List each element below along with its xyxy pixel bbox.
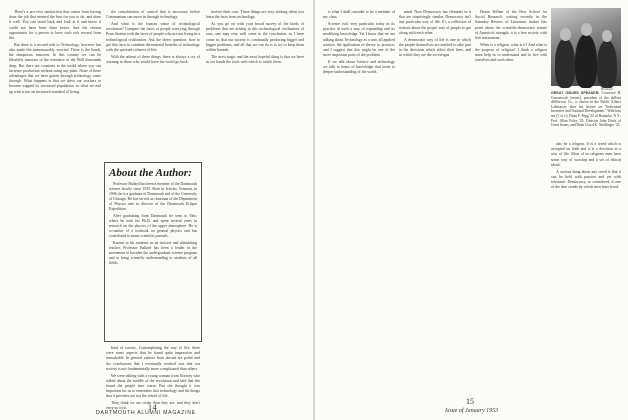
paragraph: But there is a second side to Technology, however has also made life immeasurably worried. There is the bomb, the ubiquitous innocent. In this country we can be blissfully unaware of the existence of the Wall thousands deep. But there are countries in the world where you can increase production without using any plant. None of these advantages that we have gotten through technology come through. What happens is that we drive our workers to become trapped by increased population, so what we end up with is not an increased standard of living. — [9, 42, 101, 94]
caption-lead: GREAT ISSUES SPEAKER: — [551, 91, 600, 95]
paragraph: We were talking with a young woman from Norway who talked about the middle of the revolution and said that she found the people here warm. But she thought it was important for us to remember that technology and the things that it provides are not the whole of life. — [106, 373, 200, 399]
sidebar-body — [109, 182, 197, 266]
photo-credit: Brasbiert — [601, 87, 614, 91]
paragraph: After graduating from Dartmouth he went to Yale, where he took his Ph.D. and spent several years in research on the physics of the upper atmosphere. He is co-author of a textbook on general physics and has contributed to many scientific journals. — [109, 214, 197, 238]
paragraph: forever their own. These things are very striking when you learn the facts from technology. — [206, 10, 304, 20]
left-column-2 — [106, 10, 200, 158]
left-page — [0, 0, 313, 420]
magazine-name: DARTMOUTH ALUMNI MAGAZINE — [96, 410, 196, 416]
right-page — [315, 0, 628, 420]
paragraph: There's a pro-vivo satisfaction that comes from having done the job that seemed the best for you to do, and done it well. You can stand back and look at it and know it could not have been done better. And the chosen opportunity for a person to have such rich reward from life. — [9, 10, 101, 41]
paragraph: As you go on with your broad survey of the kinds of problems that are arising in this technological civilization of ours, one may very well come to the conclusion, as I have come to, that our society is continually producing bigger and bigger problems, and all that we can do is to try to keep them within bounds. — [206, 22, 304, 53]
right-column-3 — [475, 10, 547, 395]
right-column-2 — [399, 10, 471, 395]
paragraph: also be a religion. It is a creed which is accepted on faith and it is a devotion to a way of life. Most of us religious men have some way of worship and a set of ethical ideals. — [551, 142, 621, 167]
paragraph: When is a religion, what is it? And what is the purpose of religion? I think a religion must help us to understand and to live with ourselves and each other. — [475, 42, 547, 63]
paragraph: The most tragic and the most hopeful thing is that we have in our hands the tools with which to tackle them. — [206, 54, 304, 65]
paragraph: They think we are richer than they are, and they don't envy us a bit. — [106, 401, 200, 411]
paragraph: A democratic way of life is one in which the people themselves are entitled to take part in the decisions which affect their lives, and in which they are the sovereigns. — [399, 37, 471, 58]
photo-caption — [551, 91, 621, 128]
speaker-photo — [551, 8, 621, 86]
paragraph: With the advent of these things, there is always a cry of warning to those who would have the world go back. — [106, 54, 200, 65]
paragraph: Honor Killian of the New School for Social Research, writing recently in the Saturday Review of Literature, makes this point about the scientific-democratic nature of America's strength: it is a free society with free institutions. — [475, 10, 547, 41]
caption-body: Crawford H. Greenewalt (center), president of the duPont deMorrow Co., is shown in the Public Affairs Laboratory after his lecture on "Individual Incentive and National Development." With him are (l. to r.): Dean F. Pegg '32 of Roanoke, N.Y.; Prof. Allan Foley '25; Director John Finch of Great Issues, and Dean Lloyd K. Neidlinger '23. — [551, 91, 622, 128]
right-column-4 — [551, 142, 621, 395]
paragraph: kind of society. Contemplating the way of life, there were some aspects that he found quite impressive and remarkable. In general visitors from abroad are polite and the conclusions that I eventually reached was that our society is not fundamentally more complicated than others. — [106, 346, 200, 371]
paragraph: is what I shall consider to be a member of my class. — [323, 10, 395, 20]
left-column-1 — [9, 10, 101, 395]
paragraph: the consolidation of control that is necessary before Communism can move in through technology. — [106, 10, 200, 20]
paragraph: If we talk about Science and technology we talk in terms of knowledge that leads to deeper understanding of the world. — [323, 60, 395, 75]
paragraph: A curious thing about any creed is that it can be held with passion and yet with tolerance. Democracy, so considered, is one of the fine creeds by which men have lived. — [551, 169, 621, 190]
issue-date: Issue of January 1953 — [445, 408, 499, 414]
paragraph: Science isn't very particular today in its practice in such a way of expanding and its modifying knowledge. Yet I know that we are talking about Technology as a unit, all applied science, the application of theory to practice; and I suggest that this might be one of the more important parts of the problem. — [323, 22, 395, 58]
left-column-3 — [206, 10, 304, 395]
paragraph: Known to his students as an incisive and stimulating teacher, Professor Ballard has been a leader in the movement to broaden the undergraduate science program and to bring scientific understanding to students of all fields. — [109, 241, 197, 265]
paragraph: Professor Ballard has been a member of the Dartmouth science faculty since 1935. Born in Jericho, Vermont, in 1906, he is a graduate of Dartmouth and of the University of Chicago. He has served as chairman of the Department of Physics and as director of the Dartmouth Eclipse Expedition. — [109, 182, 197, 211]
about-the-author-sidebar — [104, 162, 202, 342]
right-column-1 — [323, 10, 395, 395]
page-number: 15 — [466, 397, 474, 406]
paragraph: mind. Now Democracy has elements in it that are surprisingly similar. Democracy isn't any particular way of life. It's a collection of notions about the proper way of people to get along with each other. — [399, 10, 471, 35]
paragraph: And what is the human value of technological revolution? Compare the faces of people scurrying through Penn Station with the faces of people who are not living in a technological civilization. Ask the direct question: how to get this; how to combine the material benefits of technology with the spiritual richness of life. — [106, 22, 201, 53]
page-number: 14 — [148, 403, 158, 412]
sidebar-title: About the Author: — [109, 167, 192, 179]
